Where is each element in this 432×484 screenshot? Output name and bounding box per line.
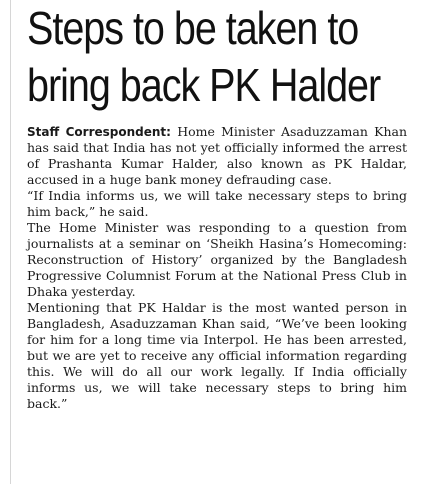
article-paragraph: The Home Minister was responding to a question from journalists at a seminar on ‘Sheikh Hasina’s Homecoming: Reconstruction of History’ organized by the Bangladesh Progressive Columnist Forum at the National Press Club in Dhaka yesterday. <box>27 220 407 299</box>
headline <box>27 0 381 114</box>
headline-line-1: Steps to be taken to <box>27 2 359 54</box>
column-rule <box>10 0 11 484</box>
article-paragraph <box>27 124 407 188</box>
article-paragraph: Mentioning that PK Haldar is the most wanted person in Bangladesh, Asaduzzaman Khan said, “We’ve been looking for him for a long time via Interpol. He has been arrested, but we are yet to receive any official information regarding this. We will do all our work legally. If India officially informs us, we will take necessary steps to bring him back.” <box>27 300 407 411</box>
article-body <box>27 124 407 412</box>
headline-line-2: bring back PK Halder <box>27 59 381 111</box>
article-paragraph: “If India informs us, we will take necessary steps to bring him back,” he said. <box>27 188 407 219</box>
paragraph-text: Home Minister Asaduzzaman Khan has said that India has not yet officially informed the arrest of Prashanta Kumar Halder, also known as PK Haldar, accused in a huge bank money defrauding case. <box>27 124 408 187</box>
byline: Staff Correspondent: <box>27 125 171 139</box>
